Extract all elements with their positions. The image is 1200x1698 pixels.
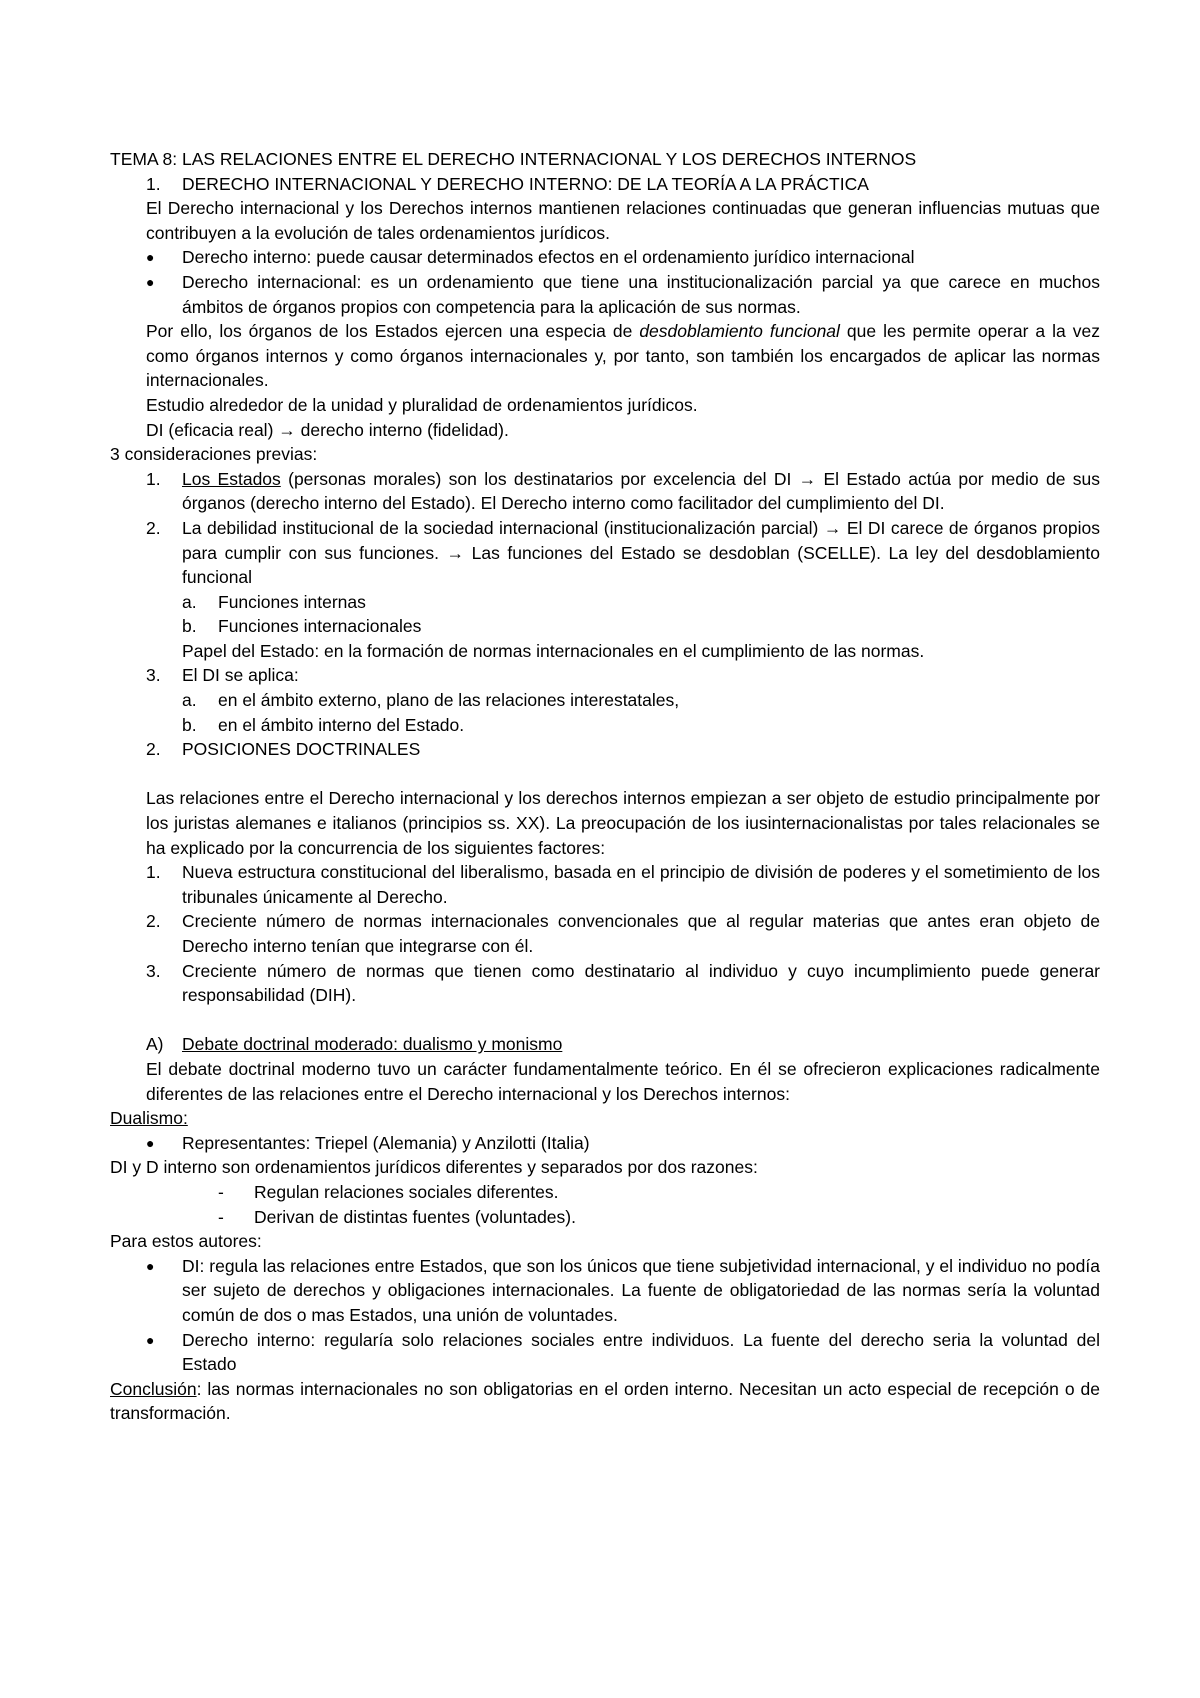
- bullet-text: Derecho interno: puede causar determinados efectos en el ordenamiento jurídico internacional: [182, 247, 915, 268]
- item-text: La debilidad institucional de la sociedad internacional (institucionalización parcial) → El DI carece de órganos propios para cumplir con sus funciones. → Las funciones del Estado se desdoblan (SCELLE). La ley del desdoblamiento funcional: [182, 517, 1100, 588]
- item-text: [110, 467, 1100, 516]
- item-number: 3.: [146, 665, 161, 686]
- dualismo-label: [110, 1106, 1100, 1131]
- functional-split-paragraph: [110, 319, 1100, 393]
- subsection-heading-text: Debate doctrinal moderado: dualismo y monismo: [182, 1034, 563, 1055]
- list-item: [110, 909, 1100, 958]
- item-number: 2.: [146, 911, 161, 932]
- state-role-note: Papel del Estado: en la formación de normas internacionales en el cumplimiento de las normas.: [182, 640, 925, 661]
- list-item: [110, 860, 1100, 909]
- underlined-term: Los Estados: [182, 468, 281, 489]
- authors-label: Para estos autores:: [110, 1231, 262, 1252]
- sub-list-item: [110, 614, 1100, 639]
- bullet-icon: ●: [146, 1257, 155, 1274]
- document-body: [110, 147, 1100, 1426]
- bullet-text: Derecho interno: regularía solo relaciones sociales entre individuos. La fuente del derecho seria la voluntad del Estado: [182, 1329, 1100, 1375]
- bullet-icon: ●: [146, 1134, 155, 1151]
- section2-intro: [110, 786, 1100, 860]
- dualismo-reasons-intro: DI y D interno son ordenamientos jurídicos diferentes y separados por dos razones:: [110, 1157, 758, 1178]
- dash-item-text: Regulan relaciones sociales diferentes.: [254, 1181, 559, 1202]
- subsection-heading-a: [110, 1032, 1100, 1057]
- di-line: DI (eficacia real) → derecho interno (fidelidad).: [146, 419, 509, 440]
- paragraph-text: Por ello, los órganos de los Estados ejercen una especia de: [146, 321, 640, 342]
- italic-term: desdoblamiento funcional: [639, 321, 840, 342]
- sub-item-letter: b.: [182, 616, 197, 637]
- bullet-text: DI: regula las relaciones entre Estados, que son los únicos que tiene subjetividad internacional, y el individuo no podía ser sujeto de derechos y obligaciones internacionales. La fuente de obligatoriedad de las normas sería la voluntad común de dos o mas Estados, una unión de voluntades.: [182, 1255, 1100, 1325]
- sub-list-item: [110, 713, 1100, 738]
- section-number: 2.: [146, 739, 161, 760]
- dualismo-label-text: Dualismo:: [110, 1108, 188, 1129]
- list-item: [110, 245, 1100, 270]
- section-number: 1.: [146, 173, 161, 194]
- item-text: Creciente número de normas que tienen como destinatario al individuo y cuyo incumplimiento puede generar responsabilidad (DIH).: [182, 960, 1100, 1006]
- bullet-icon: ●: [146, 273, 155, 290]
- list-item: [110, 516, 1100, 590]
- sub-list-item: [110, 590, 1100, 615]
- study-line: Estudio alrededor de la unidad y pluralidad de ordenamientos jurídicos.: [146, 394, 698, 415]
- item-number: 2.: [146, 517, 161, 538]
- item-text: Creciente número de normas internacionales convencionales que al regular materias que antes eran objeto de Derecho interno tenían que integrarse con él.: [182, 911, 1100, 956]
- bullet-text: Representantes: Triepel (Alemania) y Anzilotti (Italia): [182, 1132, 590, 1153]
- subsection-label: A): [146, 1034, 164, 1055]
- considerations-label: 3 consideraciones previas:: [110, 444, 318, 465]
- sub-item-text: en el ámbito externo, plano de las relaciones interestatales,: [218, 690, 680, 711]
- section-heading-1: [110, 172, 1100, 197]
- sub-item-letter: a.: [182, 591, 197, 612]
- paragraph-text: Las relaciones entre el Derecho internacional y los derechos internos empiezan a ser objeto de estudio principalmente por los juristas alemanes e italianos (principios ss. XX). La preocupación de los iusinternacionalistas por tales relacionales se ha explicado por la concurrencia de los siguientes factores:: [146, 788, 1100, 858]
- sub-item-text: Funciones internas: [218, 591, 366, 612]
- item-number: 1.: [146, 862, 161, 883]
- list-item: [110, 467, 1100, 516]
- spacer: [110, 1008, 1100, 1033]
- bullet-text: Derecho internacional: es un ordenamiento que tiene una institucionalización parcial ya que carece en muchos ámbitos de órganos propios con competencia para la aplicación de sus normas.: [182, 271, 1100, 317]
- dash-list-item: [110, 1180, 1100, 1205]
- item-number: 1.: [146, 468, 161, 489]
- dash-marker: -: [218, 1181, 224, 1202]
- item-text: Nueva estructura constitucional del liberalismo, basada en el principio de división de poderes y el sometimiento de los tribunales únicamente al Derecho.: [182, 862, 1100, 907]
- sub-item-letter: a.: [182, 690, 197, 711]
- sub-item-text: en el ámbito interno del Estado.: [218, 714, 465, 735]
- bullet-icon: ●: [146, 249, 155, 266]
- spacer: [110, 762, 1100, 787]
- list-item: [110, 1131, 1100, 1156]
- list-item: [110, 1254, 1100, 1328]
- dash-marker: -: [218, 1206, 224, 1227]
- dash-list-item: [110, 1205, 1100, 1230]
- sub-list-item: [110, 688, 1100, 713]
- conclusion-text: : las normas internacionales no son obligatorias en el orden interno. Necesitan un acto especial de recepción o de transformación.: [110, 1378, 1100, 1424]
- page-title: TEMA 8: LAS RELACIONES ENTRE EL DERECHO INTERNACIONAL Y LOS DERECHOS INTERNOS: [110, 149, 917, 169]
- list-item: [110, 663, 1100, 688]
- list-item: [110, 959, 1100, 1008]
- item-text-rest: (personas morales) son los destinatarios por excelencia del DI → El Estado actúa por medio de sus órganos (derecho interno del Estado). El Derecho interno como facilitador del cumplimiento del DI.: [182, 468, 1100, 514]
- subsection-a-text: El debate doctrinal moderno tuvo un carácter fundamentalmente teórico. En él se ofrecieron explicaciones radicalmente diferentes de las relaciones entre el Derecho internacional y los Derechos internos:: [146, 1058, 1100, 1104]
- dash-item-text: Derivan de distintas fuentes (voluntades).: [254, 1206, 576, 1227]
- list-item: [110, 270, 1100, 319]
- conclusion-paragraph: [110, 1377, 1100, 1426]
- section-heading-text: POSICIONES DOCTRINALES: [182, 739, 421, 760]
- item-number: 3.: [146, 960, 161, 981]
- section1-intro: El Derecho internacional y los Derechos internos mantienen relaciones continuadas que generan influencias mutuas que contribuyen a la evolución de tales ordenamientos jurídicos.: [146, 198, 1100, 243]
- item-text: El DI se aplica:: [182, 665, 299, 686]
- section-heading-text: DERECHO INTERNACIONAL Y DERECHO INTERNO: DE LA TEORÍA A LA PRÁCTICA: [182, 173, 869, 194]
- sub-item-text: Funciones internacionales: [218, 616, 422, 637]
- bullet-icon: ●: [146, 1331, 155, 1348]
- section-heading-2: [110, 737, 1100, 762]
- conclusion-label: Conclusión: [110, 1378, 197, 1399]
- sub-item-letter: b.: [182, 714, 197, 735]
- list-item: [110, 1328, 1100, 1377]
- paragraph-text: que les permite operar a la vez como órganos internos y como órganos internacionales y, por tanto, son también los encargados de aplicar las normas internacionales.: [146, 321, 1100, 391]
